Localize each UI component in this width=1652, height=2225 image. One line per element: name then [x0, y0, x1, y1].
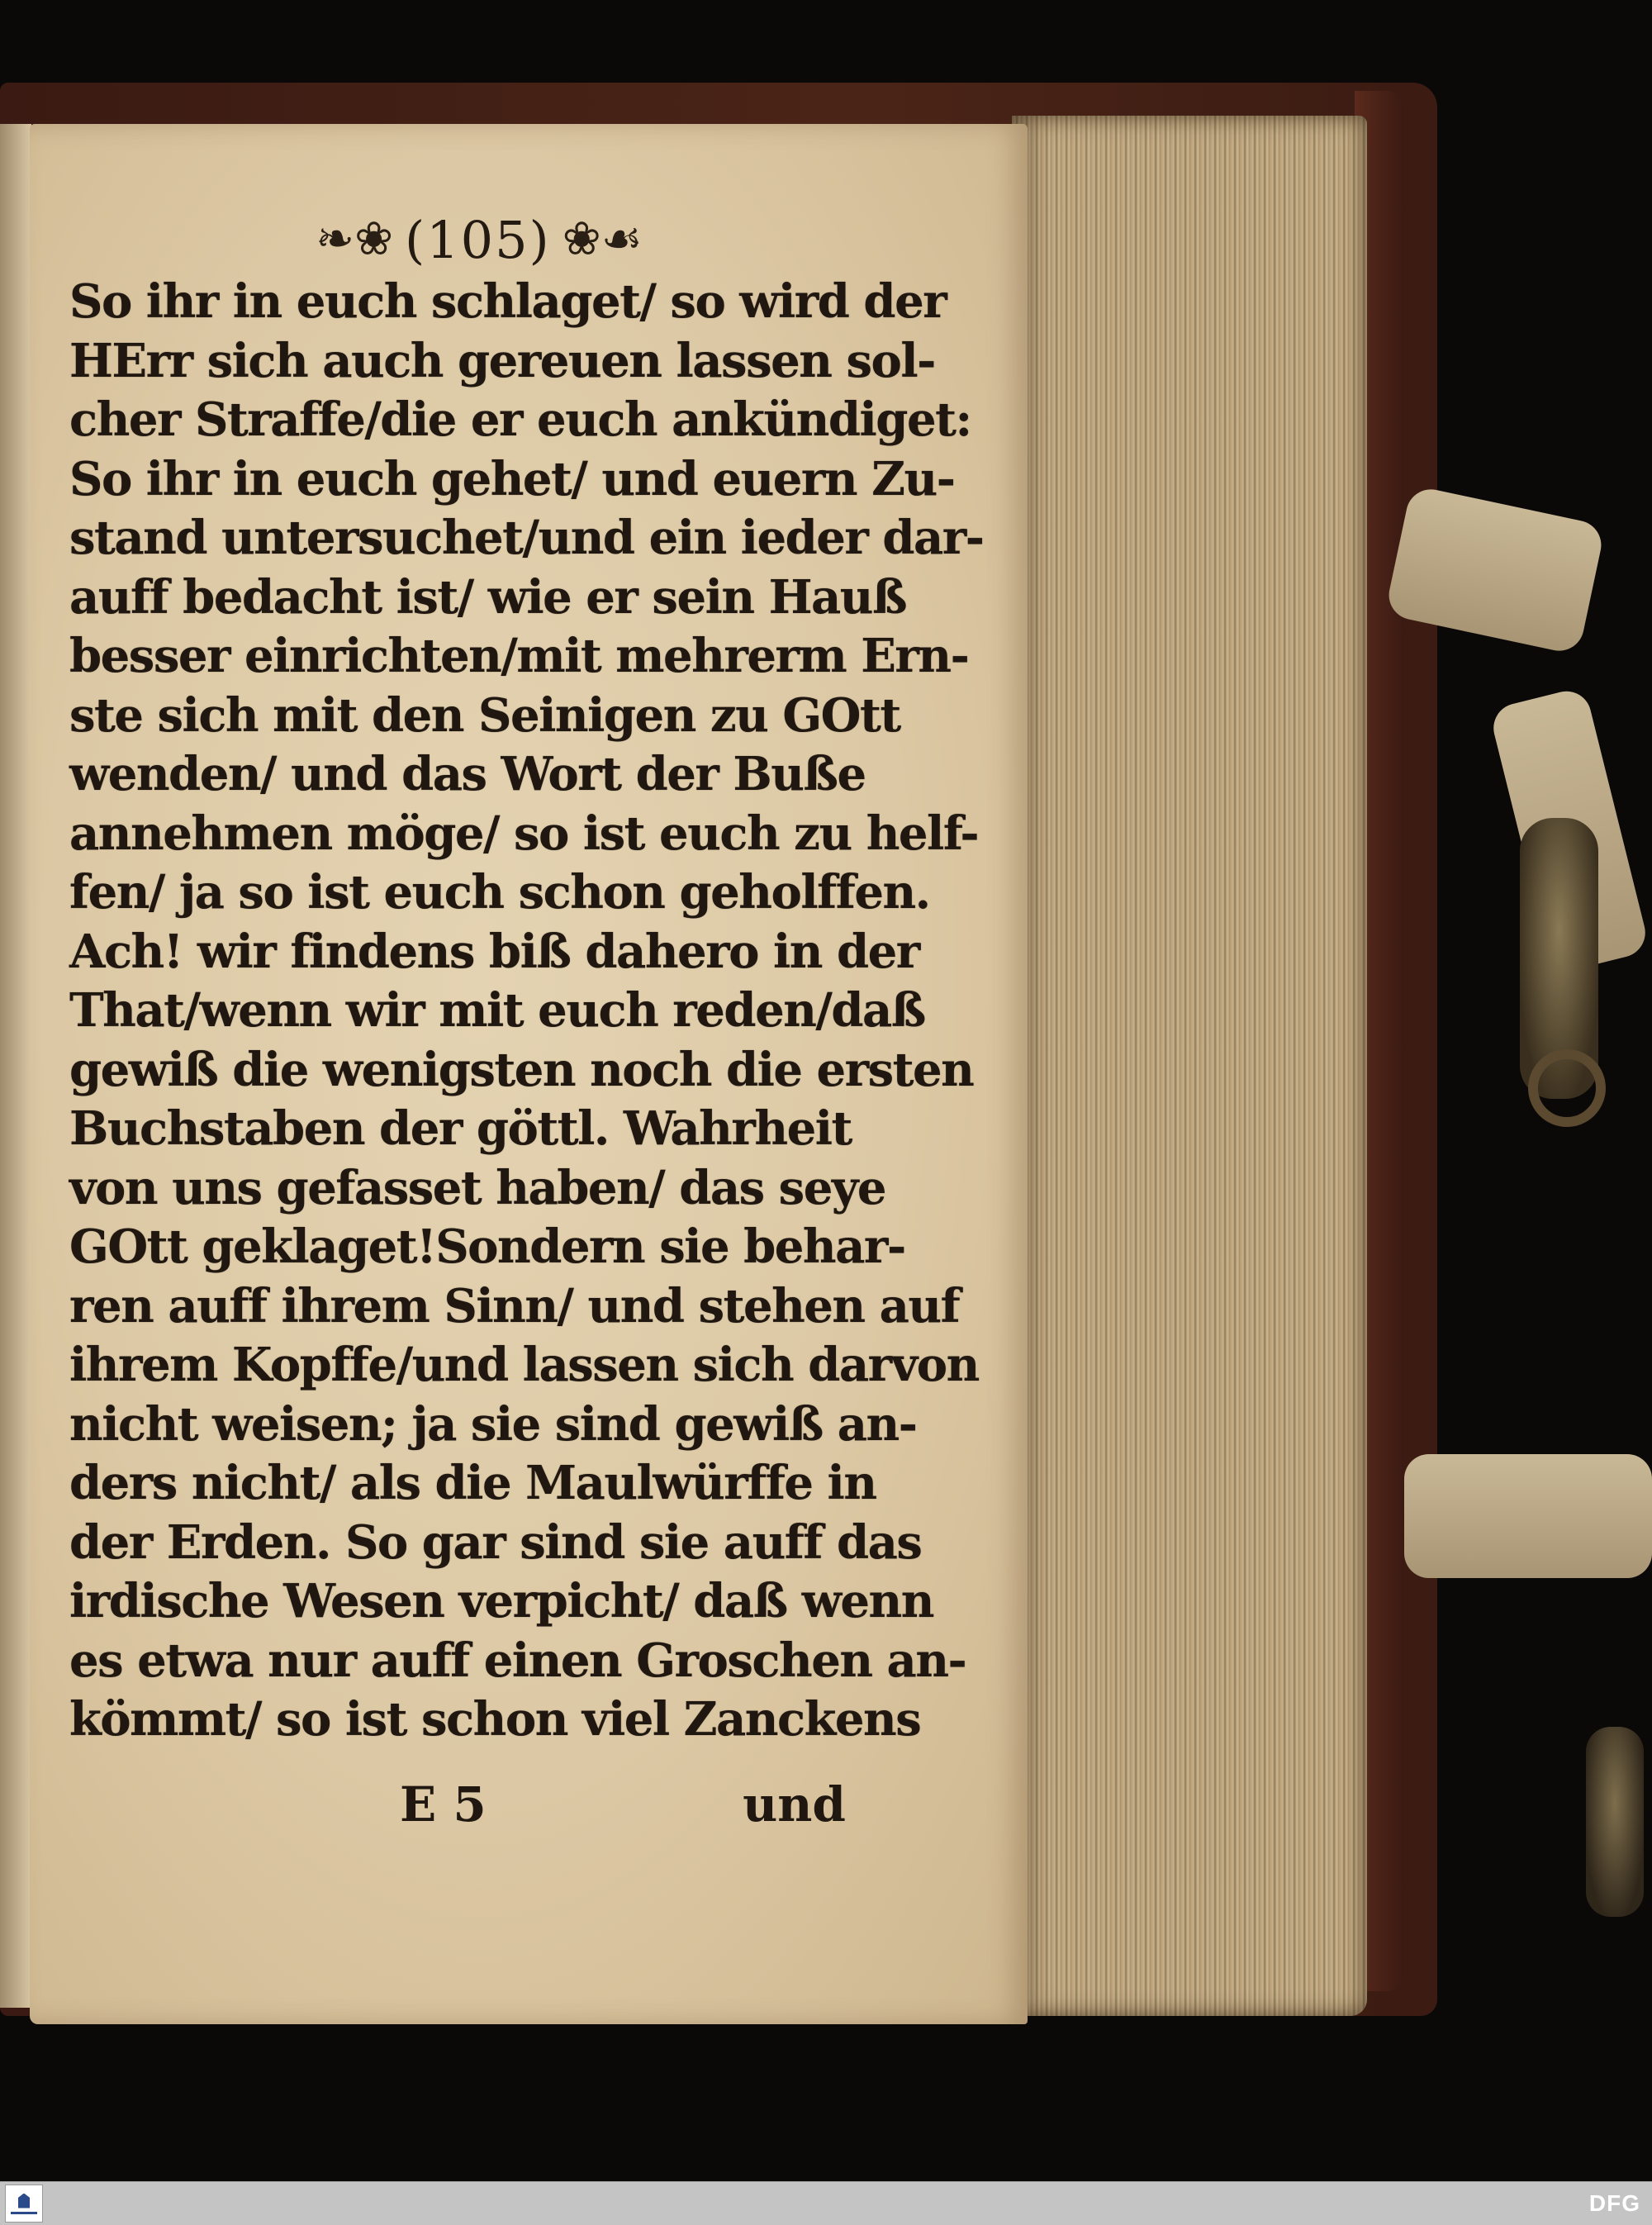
page-number: (105)	[405, 209, 551, 270]
text-line: HErr sich auch gereuen lassen sol-	[69, 333, 935, 388]
text-line: Ach! wir findens biß dahero in der	[69, 924, 919, 979]
text-line: besser einrichten/mit mehrerm Ern-	[69, 629, 969, 683]
brass-clasp-bottom-icon	[1586, 1727, 1644, 1917]
library-logo-icon[interactable]	[5, 2185, 43, 2223]
text-line: ders nicht/ als die Maulwürffe in	[69, 1456, 876, 1510]
viewer-footer-bar	[0, 2181, 1652, 2225]
text-line: nicht weisen; ja sie sind gewiß an-	[69, 1396, 917, 1452]
text-line: annehmen möge/ so ist euch zu helf-	[69, 806, 979, 861]
text-line: So ihr in euch schlaget/ so wird der	[69, 274, 947, 329]
text-line: So ihr in euch gehet/ und euern Zu-	[69, 451, 955, 506]
page-block-fore-edge	[1012, 116, 1367, 2016]
signature-mark: E 5	[400, 1776, 487, 1833]
text-line: von uns gefasset haben/ das seye	[69, 1160, 885, 1215]
clasp-strap-bottom	[1404, 1454, 1652, 1578]
text-line: Buchstaben der göttl. Wahrheit	[69, 1101, 852, 1156]
page-footer	[69, 1776, 862, 1842]
text-line: GOtt geklaget!Sondern sie behar-	[69, 1219, 905, 1274]
ornament-left-icon: ❧❀	[316, 212, 393, 266]
clasp-ring-icon	[1528, 1049, 1606, 1127]
left-page-edge	[0, 124, 31, 2008]
library-emblem-bar	[11, 2212, 37, 2214]
page-header	[306, 202, 653, 277]
library-emblem-icon	[18, 2194, 30, 2208]
text-line: stand untersuchet/und ein ieder dar-	[69, 511, 984, 565]
text-line: cher Straffe/die er euch ankündiget:	[69, 392, 971, 447]
text-line: gewiß die wenigsten noch die ersten	[69, 1042, 974, 1097]
text-line: es etwa nur auff einen Groschen an-	[69, 1633, 966, 1688]
text-line: ren auff ihrem Sinn/ und stehen auf	[69, 1278, 960, 1334]
text-line: irdische Wesen verpicht/ daß wenn	[69, 1574, 933, 1628]
text-line: ste sich mit den Seinigen zu GOtt	[69, 687, 900, 743]
dfg-logo[interactable]: DFG	[1588, 2190, 1640, 2216]
body-text	[69, 273, 984, 1750]
text-line: der Erden. So gar sind sie auff das	[69, 1514, 922, 1570]
catchword: und	[743, 1776, 846, 1833]
text-line: fen/ ja so ist euch schon geholffen.	[69, 865, 930, 920]
text-line: kömmt/ so ist schon viel Zanckens	[69, 1692, 921, 1747]
ornament-right-icon: ❀☙	[562, 212, 643, 266]
text-line: wenden/ und das Wort der Buße	[69, 747, 866, 801]
text-line: auff bedacht ist/ wie er sein Hauß	[69, 569, 907, 625]
text-line: That/wenn wir mit euch reden/daß	[69, 983, 925, 1038]
text-line: ihrem Kopffe/und lassen sich darvon	[69, 1338, 979, 1392]
